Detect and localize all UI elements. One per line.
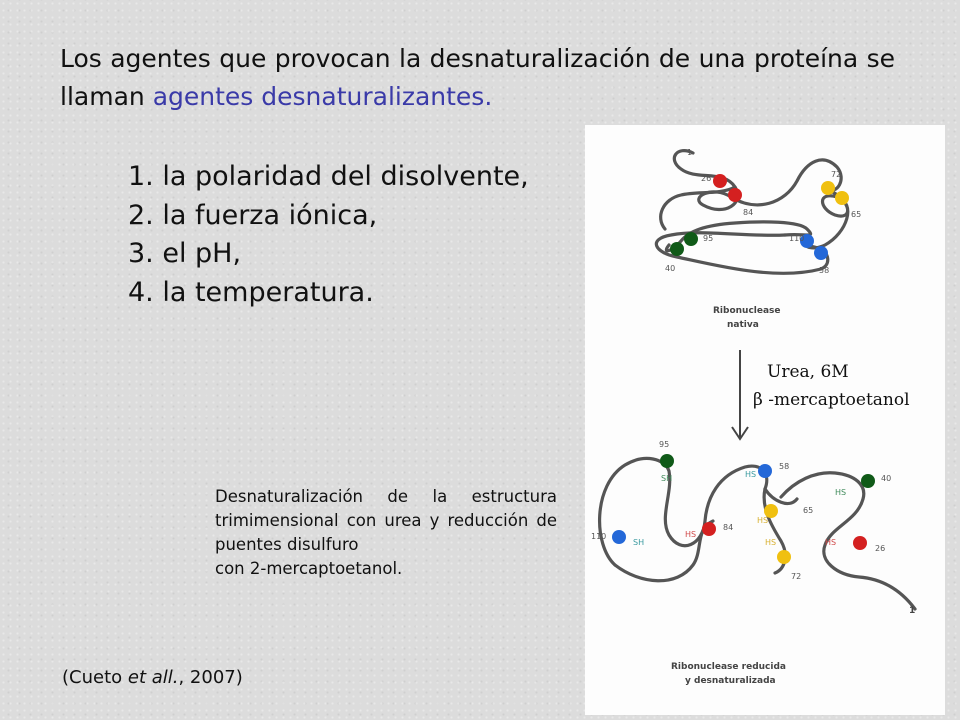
residue-label: 65 xyxy=(851,210,862,219)
reagent-urea: Urea, 6M xyxy=(767,362,849,382)
thiol-label: SH xyxy=(661,474,673,483)
residue-label: 95 xyxy=(703,234,714,243)
cys-dot xyxy=(612,530,626,544)
citation-prefix: (Cueto xyxy=(62,667,128,688)
cys-dot xyxy=(660,454,674,468)
factor-item: 3. el pH, xyxy=(128,238,242,269)
thiol-label: HS xyxy=(685,530,697,539)
figure-caption xyxy=(215,485,557,581)
residue-label: 65 xyxy=(803,506,814,515)
reduced-label-line1: Ribonuclease reducida xyxy=(671,662,786,672)
ribonuclease-figure xyxy=(585,125,945,715)
cys-dot xyxy=(728,188,742,202)
intro-paragraph xyxy=(60,40,895,116)
caption-text: Desnaturalización de la estructura trimimensional con urea y reducción de puentes disulfuro xyxy=(215,487,557,554)
cys-dot xyxy=(702,522,716,536)
cys-dot xyxy=(835,191,849,205)
thiol-label: HS xyxy=(825,538,837,547)
reduced-label-line2: y desnaturalizada xyxy=(685,676,776,686)
native-label-line1: Ribonuclease xyxy=(713,306,781,316)
residue-label: 110 xyxy=(591,532,607,541)
residue-label: 26 xyxy=(701,174,712,183)
cys-dot xyxy=(777,550,791,564)
residue-label: 84 xyxy=(723,523,734,532)
cys-dot xyxy=(861,474,875,488)
cys-dot xyxy=(814,246,828,260)
native-label-line2: nativa xyxy=(727,320,759,330)
residue-label: 26 xyxy=(875,544,886,553)
cys-dot xyxy=(821,181,835,195)
cys-dot xyxy=(853,536,867,550)
residue-label: 1 xyxy=(909,606,916,616)
residue-label: 84 xyxy=(743,208,754,217)
citation-italic: et all. xyxy=(127,667,179,688)
denaturing-factors-list xyxy=(128,158,529,312)
thiol-label: HS xyxy=(757,516,769,525)
cys-dot xyxy=(758,464,772,478)
cys-dot xyxy=(713,174,727,188)
residue-label: 58 xyxy=(819,266,830,275)
cys-dot xyxy=(684,232,698,246)
residue-label: 110 xyxy=(789,234,805,243)
residue-label: 40 xyxy=(881,474,892,483)
reduced-free-thiol-dots xyxy=(612,454,875,564)
residue-label: 72 xyxy=(791,572,802,581)
factor-item: 1. la polaridad del disolvente, xyxy=(128,161,529,192)
factor-item: 4. la temperatura. xyxy=(128,276,374,308)
factor-item: 2. la fuerza iónica, xyxy=(128,199,378,231)
thiol-label: HS xyxy=(745,470,757,479)
denaturation-arrow xyxy=(732,350,748,439)
native-residue-labels xyxy=(665,148,861,275)
citation xyxy=(62,666,243,690)
residue-label: 72 xyxy=(831,170,842,179)
thiol-label: HS xyxy=(835,488,847,497)
ribonuclease-diagram xyxy=(585,125,945,715)
reagent-mercaptoethanol: β -mercaptoetanol xyxy=(753,390,910,410)
native-disulfide-dots xyxy=(670,174,849,260)
residue-label: 40 xyxy=(665,264,676,273)
residue-label: 95 xyxy=(659,440,670,449)
caption-last-line: con 2-mercaptoetanol. xyxy=(215,559,403,578)
citation-suffix: , 2007) xyxy=(178,667,243,688)
intro-text: Los agentes que provocan la desnaturalización de una proteína se llaman xyxy=(60,44,895,111)
thiol-label: HS xyxy=(765,538,777,547)
residue-label: 58 xyxy=(779,462,790,471)
cys-dot xyxy=(670,242,684,256)
thiol-label: SH xyxy=(633,538,645,547)
residue-label: 1 xyxy=(687,148,693,157)
intro-highlight: agentes desnaturalizantes. xyxy=(152,82,493,111)
